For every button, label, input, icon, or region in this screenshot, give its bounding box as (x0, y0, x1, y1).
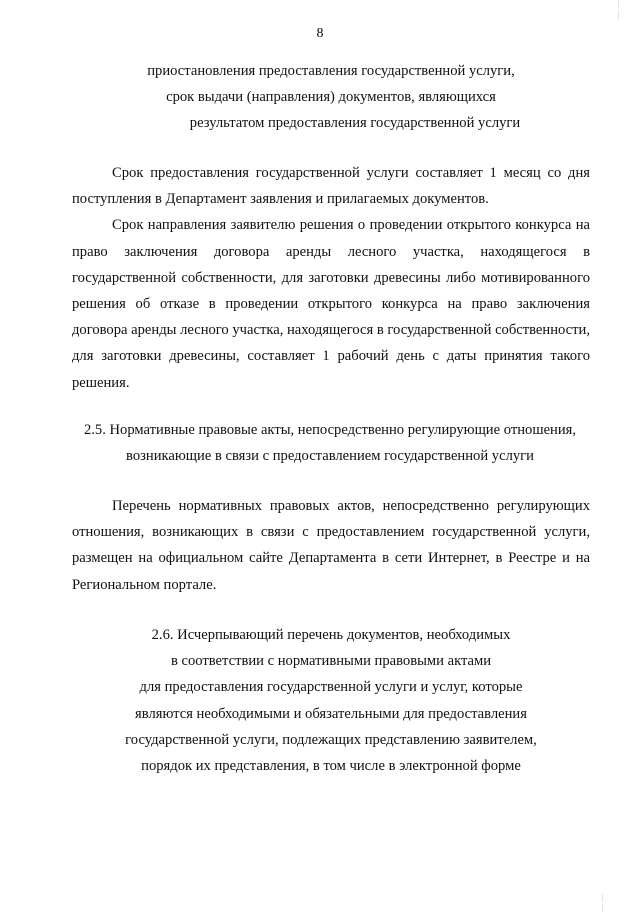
paragraph: Перечень нормативных правовых актов, непосредственно регулирующих отношения, возникающих в связи с предоставлением государственной услуги, размещен на официальном сайте Департамента в сети Интернет, в Реестре и на Региональном портале. (72, 498, 590, 593)
heading-line: являются необходимыми и обязательными для предоставления (135, 705, 527, 722)
paragraph: Срок направления заявителю решения о проведении открытого конкурса на право заключения договора аренды лесного участка, находящегося в государственной собственности, для заготовки древесины либо мотивированного решения об отказе в проведении открытого конкурса на право заключения договора аренды лесного участка, находящегося в государственной собственности, для заготовки древесины, составляет 1 рабочий день с даты принятия такого решения. (72, 217, 590, 391)
heading-line: срок выдачи (направления) документов, являющихся (166, 89, 496, 106)
heading-line: порядок их представления, в том числе в электронной форме (141, 758, 521, 775)
paragraph: Срок предоставления государственной услуги составляет 1 месяц со дня поступления в Департамент заявления и прилагаемых документов. (72, 165, 590, 208)
heading-line: приостановления предоставления государственной услуги, (147, 63, 515, 79)
heading-deadline (72, 58, 590, 137)
heading-line: в соответствии с нормативными правовыми актами (170, 653, 492, 670)
heading-2-6 (72, 622, 590, 779)
heading-line: 2.6. Исчерпывающий перечень документов, необходимых (151, 627, 511, 643)
heading-line: государственной услуги, подлежащих представлению заявителем, (125, 731, 537, 748)
heading-line: возникающие в связи с предоставлением государственной услуги (126, 448, 534, 465)
section-deadline-body (72, 160, 590, 396)
bottom-corner-mark: | | (602, 893, 607, 912)
heading-line: 2.5. Нормативные правовые акты, непосредственно регулирующие отношения, (83, 422, 577, 438)
heading-line: результатом предоставления государственной услуги (189, 115, 521, 132)
heading-2-5 (70, 417, 590, 469)
heading-line: для предоставления государственной услуги и услуг, которые (139, 679, 523, 696)
page-number: 8 (316, 26, 324, 41)
section-2-5-body (72, 493, 590, 598)
top-corner-mark: | | (618, 0, 623, 19)
